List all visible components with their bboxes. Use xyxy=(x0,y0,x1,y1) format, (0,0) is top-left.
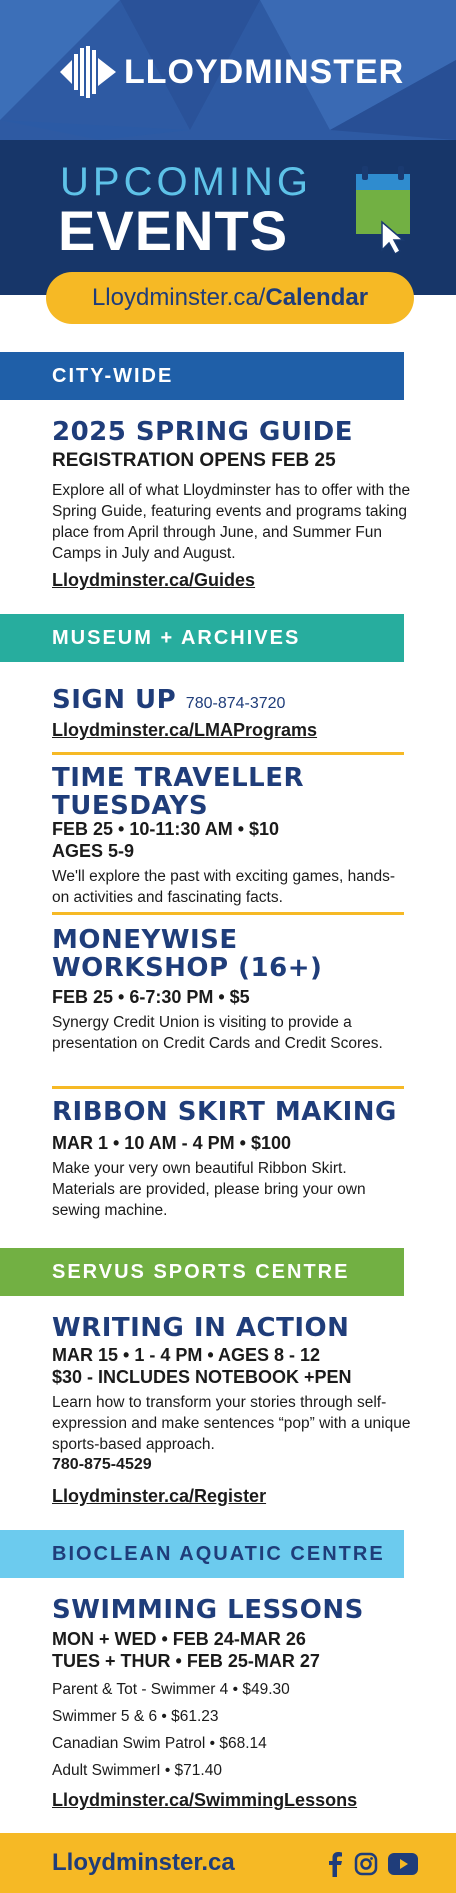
calendar-link-bold: Calendar xyxy=(265,284,369,311)
lma-programs-link[interactable]: Lloydminster.ca/LMAPrograms xyxy=(52,720,318,740)
details-line: MAR 15 • 1 - 4 PM • AGES 8 - 12 xyxy=(52,1345,321,1365)
footer-website-link[interactable]: Lloydminster.ca xyxy=(52,1849,235,1876)
event-details xyxy=(52,818,279,862)
event-details xyxy=(52,1132,291,1154)
details-line: $30 - INCLUDES NOTEBOOK +PEN xyxy=(52,1367,352,1387)
register-link[interactable]: Lloydminster.ca/Register xyxy=(52,1486,267,1506)
sign-up-heading xyxy=(52,686,285,718)
price-line: Adult SwimmerI • $71.40 xyxy=(52,1762,222,1779)
youtube-icon[interactable] xyxy=(388,1853,418,1875)
spring-guide-body: Explore all of what Lloydminster has to offer with the Spring Guide, featuring events and programs taking place from April through June, and Summer Fun Camps in July and August. xyxy=(52,482,411,562)
spring-guide-title: 2025 SPRING GUIDE xyxy=(52,417,354,447)
writing-in-action-body: Learn how to transform your stories through self-expression and make sentences “pop” with a unique sports-based approach. xyxy=(52,1394,411,1453)
event-title-line: TUESDAYS xyxy=(52,791,209,821)
event-details xyxy=(52,986,250,1008)
event-title xyxy=(52,1098,397,1126)
section-label: BIOCLEAN AQUATIC CENTRE xyxy=(52,1542,385,1565)
price-line: Canadian Swim Patrol • $68.14 xyxy=(52,1735,267,1752)
footer-bar xyxy=(0,1833,456,1893)
divider xyxy=(52,1086,404,1089)
calendar-link-button[interactable] xyxy=(46,272,414,324)
spring-guide-subtitle: REGISTRATION OPENS FEB 25 xyxy=(52,450,336,471)
section-servus-sports-centre xyxy=(0,1248,404,1296)
schedule-line: MON + WED • FEB 24-MAR 26 xyxy=(52,1629,306,1649)
swimming-lessons-schedule xyxy=(52,1628,320,1672)
section-label: CITY-WIDE xyxy=(52,364,174,387)
section-museum-archives xyxy=(0,614,404,662)
servus-phone[interactable]: 780-875-4529 xyxy=(52,1456,152,1473)
event-title-line: WORKSHOP (16+) xyxy=(52,953,323,983)
swimming-lessons-title: SWIMMING LESSONS xyxy=(52,1595,364,1625)
upcoming-heading: UPCOMING xyxy=(60,160,312,204)
event-details-line: FEB 25 • 10-11:30 AM • $10 xyxy=(52,819,280,839)
header-banner xyxy=(0,0,456,295)
event-title-line: TIME TRAVELLER xyxy=(52,763,305,793)
section-label: SERVUS SPORTS CENTRE xyxy=(52,1260,350,1283)
facebook-icon[interactable] xyxy=(324,1851,344,1877)
swimming-lessons-link[interactable]: Lloydminster.ca/SwimmingLessons xyxy=(52,1790,358,1810)
divider xyxy=(52,912,404,915)
event-title xyxy=(52,926,322,982)
sign-up-title: SIGN UP xyxy=(52,685,177,715)
schedule-line: TUES + THUR • FEB 25-MAR 27 xyxy=(52,1651,320,1671)
event-body: Make your very own beautiful Ribbon Skirt. Materials are provided, please bring your own sewing machine. xyxy=(52,1160,366,1219)
divider xyxy=(52,752,404,755)
calendar-link-prefix: Lloydminster.ca/ xyxy=(91,284,266,311)
lloydminster-mark-icon xyxy=(60,46,116,98)
event-body: We'll explore the past with exciting games, hands-on activities and fascinating facts. xyxy=(52,868,395,906)
guides-link[interactable]: Lloydminster.ca/Guides xyxy=(52,570,256,590)
writing-in-action-title: WRITING IN ACTION xyxy=(52,1313,350,1343)
price-line: Parent & Tot - Swimmer 4 • $49.30 xyxy=(52,1681,290,1698)
logo-text: LLOYDMINSTER xyxy=(124,52,405,91)
event-body: Synergy Credit Union is visiting to provide a presentation on Credit Cards and Credit Scores. xyxy=(52,1014,383,1052)
events-heading: EVENTS xyxy=(58,199,289,262)
price-line: Swimmer 5 & 6 • $61.23 xyxy=(52,1708,219,1725)
swimming-prices xyxy=(52,1676,412,1784)
social-icons xyxy=(324,1851,418,1877)
calendar-icon xyxy=(354,166,414,254)
event-title-line: MONEYWISE xyxy=(52,925,238,955)
section-bioclean-aquatic-centre xyxy=(0,1530,404,1578)
section-label: MUSEUM + ARCHIVES xyxy=(52,626,301,649)
event-title xyxy=(52,764,304,820)
instagram-icon[interactable] xyxy=(354,1852,378,1876)
lloydminster-logo[interactable] xyxy=(60,46,404,98)
event-details-line: AGES 5-9 xyxy=(52,841,135,861)
writing-in-action-details xyxy=(52,1344,352,1388)
section-city-wide xyxy=(0,352,404,400)
event-title-line: RIBBON SKIRT MAKING xyxy=(52,1097,397,1127)
event-details-line: FEB 25 • 6-7:30 PM • $5 xyxy=(52,987,250,1007)
event-details-line: MAR 1 • 10 AM - 4 PM • $100 xyxy=(52,1133,292,1153)
sign-up-phone[interactable]: 780-874-3720 xyxy=(185,695,286,712)
